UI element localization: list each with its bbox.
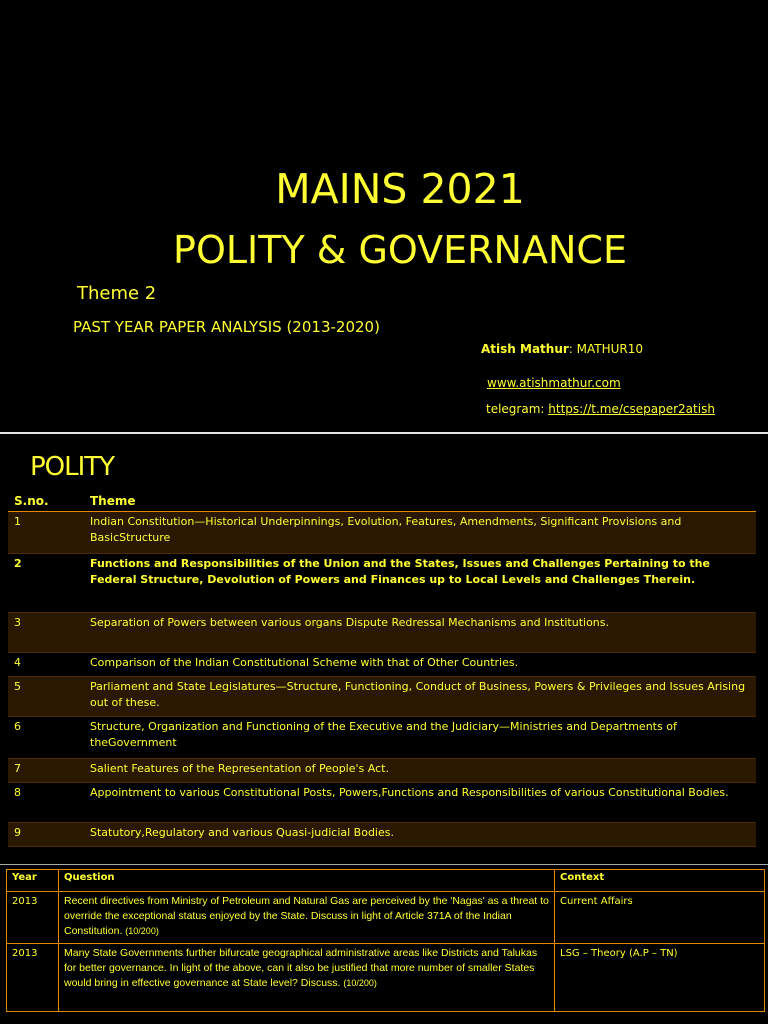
sno-cell: 9 [8, 823, 84, 847]
table-row [8, 759, 756, 783]
theme-header: Theme [84, 492, 756, 512]
theme-cell: Separation of Powers between various organs Dispute Redressal Mechanisms and Institutions. [84, 613, 756, 653]
questions-table [6, 869, 765, 1012]
table-row [8, 823, 756, 847]
context-cell: LSG – Theory (A.P – TN) [555, 944, 765, 1012]
theme-cell: Parliament and State Legislatures—Structure, Functioning, Conduct of Business, Powers & Privileges and Issues Arising out of these. [84, 677, 756, 717]
question-text: Recent directives from Ministry of Petroleum and Natural Gas are perceived by the 'Nagas' as a threat to override the exceptional status enjoyed by the State. Discuss in light of Article 371A of the Indian Constitution. [64, 895, 549, 937]
theme-cell: Comparison of the Indian Constitutional Scheme with that of Other Countries. [84, 653, 756, 677]
sno-header: S.no. [8, 492, 84, 512]
analysis-label: PAST YEAR PAPER ANALYSIS (2013-2020) [73, 318, 380, 336]
author-code: : MATHUR10 [568, 342, 644, 356]
sno-cell: 7 [8, 759, 84, 783]
questions-header-row [7, 870, 765, 892]
year-header: Year [7, 870, 59, 892]
marks-text: (10/200) [343, 978, 377, 988]
polity-slide [0, 434, 768, 864]
table-row [8, 677, 756, 717]
themes-header-row [8, 492, 756, 512]
sno-cell: 2 [8, 554, 84, 613]
theme-cell: Functions and Responsibilities of the Union and the States, Issues and Challenges Pertaining to the Federal Structure, Devolution of Powers and Finances up to Local Levels and Challenges Therein. [84, 554, 756, 613]
year-cell: 2013 [7, 944, 59, 1012]
sno-cell: 1 [8, 512, 84, 554]
question-cell [59, 944, 555, 1012]
themes-table [8, 492, 756, 847]
year-cell: 2013 [7, 892, 59, 944]
theme-cell: Salient Features of the Representation of People's Act. [84, 759, 756, 783]
sno-cell: 3 [8, 613, 84, 653]
context-header: Context [555, 870, 765, 892]
theme-cell: Statutory,Regulatory and various Quasi-judicial Bodies. [84, 823, 756, 847]
table-row [8, 613, 756, 653]
subtitle: POLITY & GOVERNANCE [173, 228, 627, 272]
table-row [7, 944, 765, 1012]
author-name: Atish Mathur [481, 342, 569, 356]
main-title: MAINS 2021 [275, 165, 525, 213]
theme-label: Theme 2 [77, 283, 157, 304]
table-row [8, 783, 756, 823]
question-header: Question [59, 870, 555, 892]
title-slide [0, 0, 768, 432]
sno-cell: 5 [8, 677, 84, 717]
theme-cell: Indian Constitution—Historical Underpinnings, Evolution, Features, Amendments, Significant Provisions and BasicStructure [84, 512, 756, 554]
author-line [481, 342, 643, 356]
theme-cell: Appointment to various Constitutional Posts, Powers,Functions and Responsibilities of various Constitutional Bodies. [84, 783, 756, 823]
question-cell [59, 892, 555, 944]
table-row [8, 554, 756, 613]
question-text: Many State Governments further bifurcate geographical administrative areas like Districts and Talukas for better governance. In light of the above, can it also be justified that more number of smaller States would bring in effective governance at State level? Discuss. [64, 947, 538, 989]
table-row [8, 653, 756, 677]
context-cell: Current Affairs [555, 892, 765, 944]
questions-slide [0, 866, 768, 1024]
telegram-link[interactable]: https://t.me/csepaper2atish [548, 402, 715, 416]
slide-separator [0, 864, 768, 865]
website-link[interactable]: www.atishmathur.com [487, 376, 621, 390]
telegram-line [486, 402, 715, 416]
sno-cell: 4 [8, 653, 84, 677]
table-row [8, 512, 756, 554]
sno-cell: 8 [8, 783, 84, 823]
table-row [7, 892, 765, 944]
telegram-label: telegram: [486, 402, 549, 416]
marks-text: (10/200) [125, 926, 159, 936]
theme-cell: Structure, Organization and Functioning of the Executive and the Judiciary—Ministries and Departments of theGovernment [84, 717, 756, 759]
sno-cell: 6 [8, 717, 84, 759]
table-row [8, 717, 756, 759]
polity-heading: POLITY [30, 452, 115, 482]
